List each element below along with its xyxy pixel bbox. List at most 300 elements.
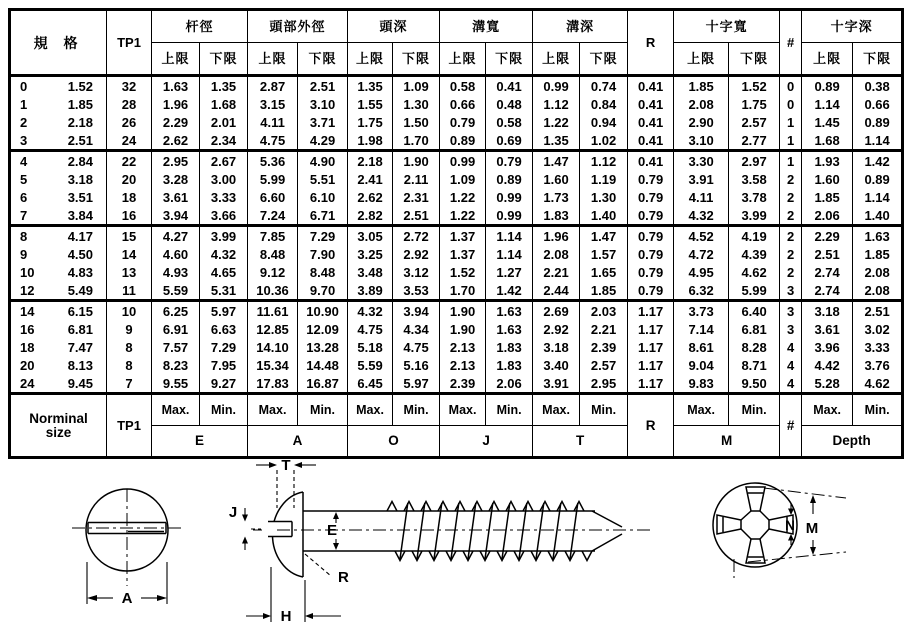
head-od-min: 6.71	[298, 206, 348, 226]
head-od-max: 7.85	[248, 226, 298, 246]
slot-width-min: 0.69	[486, 131, 533, 151]
head-od-min: 3.71	[298, 113, 348, 131]
slot-width-max: 0.99	[440, 151, 486, 171]
slot-width-max: 0.79	[440, 113, 486, 131]
tp1-value: 16	[107, 206, 152, 226]
head-depth-min: 2.11	[393, 170, 440, 188]
cross-width-max: 3.73	[674, 301, 729, 321]
cross-depth-max: 3.61	[802, 320, 853, 338]
nominal-size-cell	[10, 338, 107, 356]
thread-line	[438, 502, 448, 512]
shank-dia-max: 3.61	[152, 188, 200, 206]
nominal-size-cell	[10, 226, 107, 246]
thread-line	[472, 502, 482, 512]
nominal-size-cell	[10, 245, 107, 263]
table-row	[10, 281, 903, 301]
col-upper-limit: 上限	[152, 43, 200, 76]
cross-width-max: 3.10	[674, 131, 729, 151]
shank-dia-min: 3.66	[200, 206, 248, 226]
cross-depth-min: 1.40	[853, 206, 903, 226]
cross-depth-max: 5.28	[802, 374, 853, 394]
cross-depth-max: 0.89	[802, 76, 853, 96]
slot-depth-min: 0.74	[580, 76, 628, 96]
slot-depth-max: 2.69	[533, 301, 580, 321]
head-depth-max: 1.75	[348, 113, 393, 131]
tp1-value: 32	[107, 76, 152, 96]
tp1-value: 13	[107, 263, 152, 281]
head-od-max: 10.36	[248, 281, 298, 301]
head-depth-min: 5.97	[393, 374, 440, 394]
shank-dia-max: 4.60	[152, 245, 200, 263]
dimension-label-n: N	[785, 518, 795, 533]
footer-min-label: Min.	[298, 394, 348, 426]
cross-depth-max: 3.96	[802, 338, 853, 356]
head-depth-max: 4.32	[348, 301, 393, 321]
dimension-label-e: E	[326, 522, 338, 539]
r-value: 1.17	[628, 301, 674, 321]
col-upper-limit: 上限	[440, 43, 486, 76]
r-value: 1.17	[628, 338, 674, 356]
slot-depth-max: 2.21	[533, 263, 580, 281]
head-od-max: 17.83	[248, 374, 298, 394]
footer-letter-r: R	[628, 394, 674, 458]
cross-width-min: 6.81	[729, 320, 780, 338]
size-number: 2	[20, 114, 28, 130]
shank-dia-min: 3.00	[200, 170, 248, 188]
col-group-head-od: 頭部外徑	[248, 10, 348, 43]
table-row	[10, 206, 903, 226]
cross-depth-max: 2.06	[802, 206, 853, 226]
head-depth-min: 2.31	[393, 188, 440, 206]
table-row	[10, 245, 903, 263]
driver-number: 4	[780, 338, 802, 356]
shank-dia-max: 8.23	[152, 356, 200, 374]
table-row	[10, 338, 903, 356]
slot-width-min: 0.41	[486, 76, 533, 96]
nominal-size-cell	[10, 188, 107, 206]
col-group-slot-depth: 溝深	[533, 10, 628, 43]
cross-width-max: 4.95	[674, 263, 729, 281]
nominal-size-cell	[10, 281, 107, 301]
slot-depth-min: 1.47	[580, 226, 628, 246]
cross-depth-min: 3.02	[853, 320, 903, 338]
driver-number: 1	[780, 151, 802, 171]
cross-width-max: 4.72	[674, 245, 729, 263]
r-value: 0.79	[628, 281, 674, 301]
driver-number: 3	[780, 281, 802, 301]
cross-depth-max: 1.85	[802, 188, 853, 206]
cross-depth-max: 4.42	[802, 356, 853, 374]
cross-depth-min: 1.63	[853, 226, 903, 246]
nominal-diameter: 1.52	[67, 78, 94, 94]
footer-max-label: Max.	[533, 394, 580, 426]
tp1-value: 18	[107, 188, 152, 206]
table-footer	[10, 394, 903, 458]
slot-depth-max: 1.83	[533, 206, 580, 226]
head-depth-min: 1.09	[393, 76, 440, 96]
dimension-label-j: J	[228, 504, 238, 521]
shank-dia-min: 3.99	[200, 226, 248, 246]
driver-number: 2	[780, 226, 802, 246]
slot-depth-min: 2.95	[580, 374, 628, 394]
cross-depth-min: 2.08	[853, 263, 903, 281]
slot-depth-min: 0.94	[580, 113, 628, 131]
cross-depth-max: 1.68	[802, 131, 853, 151]
footer-max-label: Max.	[152, 394, 200, 426]
slot-width-min: 0.99	[486, 206, 533, 226]
slot-depth-max: 0.99	[533, 76, 580, 96]
nominal-size-cell	[10, 374, 107, 394]
slot-width-min: 0.79	[486, 151, 533, 171]
tp1-value: 20	[107, 170, 152, 188]
head-depth-min: 1.90	[393, 151, 440, 171]
slot-depth-max: 3.91	[533, 374, 580, 394]
cross-width-max: 3.30	[674, 151, 729, 171]
diagram-screw-side-view	[229, 457, 650, 625]
slot-depth-max: 1.60	[533, 170, 580, 188]
head-od-max: 11.61	[248, 301, 298, 321]
shank-dia-max: 9.55	[152, 374, 200, 394]
table-row	[10, 131, 903, 151]
footer-hash: #	[780, 394, 802, 458]
cross-width-max: 7.14	[674, 320, 729, 338]
cross-width-min: 9.50	[729, 374, 780, 394]
col-group-cross-depth: 十字深	[802, 10, 903, 43]
dimension-label-a: A	[121, 590, 133, 607]
thread-line	[582, 551, 592, 561]
cross-width-min: 1.52	[729, 76, 780, 96]
head-depth-max: 1.98	[348, 131, 393, 151]
col-driver-number: #	[780, 10, 802, 76]
table-row	[10, 374, 903, 394]
cross-width-max: 3.91	[674, 170, 729, 188]
head-od-min: 14.48	[298, 356, 348, 374]
head-depth-min: 3.94	[393, 301, 440, 321]
cross-width-min: 2.57	[729, 113, 780, 131]
cross-width-max: 9.04	[674, 356, 729, 374]
slot-width-max: 0.66	[440, 95, 486, 113]
size-number: 0	[20, 78, 28, 94]
head-depth-min: 4.75	[393, 338, 440, 356]
tp1-value: 24	[107, 131, 152, 151]
table-row	[10, 151, 903, 171]
col-upper-limit: 上限	[348, 43, 393, 76]
table-row	[10, 356, 903, 374]
table-row	[10, 188, 903, 206]
head-od-min: 3.10	[298, 95, 348, 113]
tp1-value: 7	[107, 374, 152, 394]
slot-depth-min: 1.19	[580, 170, 628, 188]
shank-dia-min: 1.68	[200, 95, 248, 113]
col-lower-limit: 下限	[580, 43, 628, 76]
nominal-size-cell	[10, 131, 107, 151]
slot-width-max: 1.90	[440, 301, 486, 321]
table-row	[10, 113, 903, 131]
nominal-diameter: 3.84	[67, 207, 94, 223]
shank-dia-max: 3.28	[152, 170, 200, 188]
nominal-diameter: 7.47	[67, 339, 94, 355]
head-depth-min: 1.30	[393, 95, 440, 113]
cross-width-min: 4.62	[729, 263, 780, 281]
shank-dia-min: 3.33	[200, 188, 248, 206]
head-od-min: 12.09	[298, 320, 348, 338]
slot-depth-max: 2.44	[533, 281, 580, 301]
thread-line	[506, 502, 516, 512]
r-value: 0.41	[628, 113, 674, 131]
driver-number: 2	[780, 245, 802, 263]
col-lower-limit: 下限	[853, 43, 903, 76]
nominal-diameter: 4.17	[67, 228, 94, 244]
cross-depth-min: 0.66	[853, 95, 903, 113]
head-od-min: 9.70	[298, 281, 348, 301]
col-upper-limit: 上限	[802, 43, 853, 76]
slot-width-max: 1.37	[440, 245, 486, 263]
head-depth-min: 2.92	[393, 245, 440, 263]
size-number: 3	[20, 132, 28, 148]
cross-depth-max: 1.93	[802, 151, 853, 171]
head-depth-min: 3.53	[393, 281, 440, 301]
tp1-value: 8	[107, 338, 152, 356]
slot-width-min: 1.63	[486, 301, 533, 321]
head-od-min: 10.90	[298, 301, 348, 321]
head-depth-max: 4.75	[348, 320, 393, 338]
nominal-diameter: 3.18	[67, 171, 94, 187]
nominal-size-cell	[10, 151, 107, 171]
head-depth-max: 2.62	[348, 188, 393, 206]
size-number: 7	[20, 207, 28, 223]
head-od-max: 12.85	[248, 320, 298, 338]
r-value: 0.41	[628, 95, 674, 113]
cross-width-max: 6.32	[674, 281, 729, 301]
col-lower-limit: 下限	[298, 43, 348, 76]
head-depth-max: 2.18	[348, 151, 393, 171]
slot-width-max: 1.22	[440, 188, 486, 206]
slot-width-max: 1.09	[440, 170, 486, 188]
r-value: 0.79	[628, 245, 674, 263]
footer-letter-m: M	[674, 426, 780, 458]
nominal-diameter: 1.85	[67, 96, 94, 112]
cross-width-max: 4.32	[674, 206, 729, 226]
footer-min-label: Min.	[580, 394, 628, 426]
head-od-max: 14.10	[248, 338, 298, 356]
size-number: 16	[20, 321, 35, 337]
slot-depth-min: 2.03	[580, 301, 628, 321]
head-od-min: 4.90	[298, 151, 348, 171]
footer-max-label: Max.	[802, 394, 853, 426]
r-value: 0.79	[628, 226, 674, 246]
cross-depth-min: 4.62	[853, 374, 903, 394]
nominal-diameter: 9.45	[67, 375, 94, 391]
head-od-max: 5.36	[248, 151, 298, 171]
cross-width-min: 8.28	[729, 338, 780, 356]
footer-letter-depth: Depth	[802, 426, 903, 458]
thread-line	[574, 502, 584, 512]
r-value: 1.17	[628, 356, 674, 374]
shank-dia-max: 6.25	[152, 301, 200, 321]
cross-depth-max: 3.18	[802, 301, 853, 321]
slot-depth-min: 1.85	[580, 281, 628, 301]
thread-line	[387, 502, 397, 512]
cross-depth-max: 1.60	[802, 170, 853, 188]
size-number: 14	[20, 303, 35, 319]
head-depth-min: 4.34	[393, 320, 440, 338]
head-od-min: 4.29	[298, 131, 348, 151]
slot-width-min: 0.48	[486, 95, 533, 113]
shank-dia-min: 2.01	[200, 113, 248, 131]
footer-max-label: Max.	[348, 394, 393, 426]
footer-nominal-line1: Norminal	[29, 410, 88, 426]
r-value: 0.41	[628, 131, 674, 151]
nominal-diameter: 4.50	[67, 246, 94, 262]
col-group-cross-width: 十字寬	[674, 10, 780, 43]
tp1-value: 10	[107, 301, 152, 321]
col-upper-limit: 上限	[674, 43, 729, 76]
cross-depth-min: 2.08	[853, 281, 903, 301]
footer-max-label: Max.	[440, 394, 486, 426]
tp1-value: 22	[107, 151, 152, 171]
table-row	[10, 301, 903, 321]
shank-dia-min: 6.63	[200, 320, 248, 338]
nominal-diameter: 6.81	[67, 321, 94, 337]
slot-depth-min: 0.84	[580, 95, 628, 113]
shank-dia-max: 4.93	[152, 263, 200, 281]
cross-width-max: 9.83	[674, 374, 729, 394]
slot-depth-min: 1.40	[580, 206, 628, 226]
r-value: 0.41	[628, 151, 674, 171]
slot-depth-max: 1.47	[533, 151, 580, 171]
shank-dia-max: 1.63	[152, 76, 200, 96]
shank-dia-max: 5.59	[152, 281, 200, 301]
nominal-diameter: 4.83	[67, 264, 94, 280]
head-depth-max: 3.48	[348, 263, 393, 281]
cross-width-min: 3.78	[729, 188, 780, 206]
driver-number: 1	[780, 131, 802, 151]
col-group-shank-dia: 杆徑	[152, 10, 248, 43]
slot-depth-max: 3.18	[533, 338, 580, 356]
shank-dia-min: 5.31	[200, 281, 248, 301]
nominal-size-cell	[10, 301, 107, 321]
screw-diagrams	[0, 450, 909, 630]
head-depth-min: 1.50	[393, 113, 440, 131]
size-number: 6	[20, 189, 28, 205]
slot-depth-min: 1.65	[580, 263, 628, 281]
slot-width-min: 1.83	[486, 338, 533, 356]
head-od-max: 3.15	[248, 95, 298, 113]
head-dome-arc	[272, 492, 303, 577]
shank-dia-min: 2.34	[200, 131, 248, 151]
r-value: 1.17	[628, 320, 674, 338]
nominal-diameter: 8.13	[67, 357, 94, 373]
footer-min-label: Min.	[393, 394, 440, 426]
shank-dia-min: 5.97	[200, 301, 248, 321]
nominal-diameter: 2.84	[67, 153, 94, 169]
head-od-min: 7.90	[298, 245, 348, 263]
footer-min-label: Min.	[486, 394, 533, 426]
head-od-max: 4.75	[248, 131, 298, 151]
table-row	[10, 76, 903, 96]
head-od-max: 4.11	[248, 113, 298, 131]
head-depth-max: 3.05	[348, 226, 393, 246]
cross-width-max: 4.11	[674, 188, 729, 206]
shank-dia-max: 6.91	[152, 320, 200, 338]
diagram-slotted-head-top-view	[72, 489, 184, 607]
head-depth-max: 5.59	[348, 356, 393, 374]
head-od-min: 8.48	[298, 263, 348, 281]
head-depth-min: 3.12	[393, 263, 440, 281]
slot-width-max: 1.70	[440, 281, 486, 301]
slot-depth-min: 2.21	[580, 320, 628, 338]
slot-width-min: 1.42	[486, 281, 533, 301]
head-depth-max: 6.45	[348, 374, 393, 394]
cross-width-max: 8.61	[674, 338, 729, 356]
footer-min-label: Min.	[200, 394, 248, 426]
driver-number: 4	[780, 356, 802, 374]
nominal-diameter: 5.49	[67, 282, 94, 298]
cross-depth-min: 1.14	[853, 131, 903, 151]
shank-dia-max: 7.57	[152, 338, 200, 356]
head-depth-min: 2.51	[393, 206, 440, 226]
cross-width-min: 4.19	[729, 226, 780, 246]
slot-width-max: 0.58	[440, 76, 486, 96]
diagram-phillips-head-top-view	[713, 483, 846, 578]
thread-line	[540, 502, 550, 512]
slot-depth-min: 1.30	[580, 188, 628, 206]
shank-dia-min: 4.32	[200, 245, 248, 263]
r-value: 0.41	[628, 76, 674, 96]
slot-width-max: 2.13	[440, 338, 486, 356]
slot-depth-max: 1.73	[533, 188, 580, 206]
r-value: 0.79	[628, 170, 674, 188]
size-number: 12	[20, 282, 35, 298]
cross-depth-min: 1.85	[853, 245, 903, 263]
r-value: 0.79	[628, 206, 674, 226]
cross-depth-max: 2.74	[802, 263, 853, 281]
driver-number: 3	[780, 320, 802, 338]
slot-depth-min: 1.57	[580, 245, 628, 263]
cross-width-min: 5.99	[729, 281, 780, 301]
col-group-head-depth: 頭深	[348, 10, 440, 43]
head-od-min: 16.87	[298, 374, 348, 394]
nominal-size-cell	[10, 320, 107, 338]
slot-width-max: 1.90	[440, 320, 486, 338]
cross-depth-min: 0.38	[853, 76, 903, 96]
shank-dia-max: 2.62	[152, 131, 200, 151]
slot-depth-max: 1.96	[533, 226, 580, 246]
slot-depth-max: 1.22	[533, 113, 580, 131]
size-number: 9	[20, 246, 28, 262]
footer-max-label: Max.	[674, 394, 729, 426]
slot-depth-max: 1.12	[533, 95, 580, 113]
size-number: 8	[20, 228, 28, 244]
footer-letter-j: J	[440, 426, 533, 458]
footer-letter-t: T	[533, 426, 628, 458]
slot-width-min: 0.58	[486, 113, 533, 131]
head-od-min: 7.29	[298, 226, 348, 246]
footer-letter-o: O	[348, 426, 440, 458]
slot-depth-max: 1.35	[533, 131, 580, 151]
dimension-label-t: T	[281, 457, 291, 474]
cross-width-min: 3.99	[729, 206, 780, 226]
head-depth-max: 5.18	[348, 338, 393, 356]
table-header	[10, 10, 903, 76]
thread-line	[557, 502, 567, 512]
tp1-value: 8	[107, 356, 152, 374]
cross-depth-min: 1.14	[853, 188, 903, 206]
shank-dia-max: 2.95	[152, 151, 200, 171]
slot-depth-min: 1.12	[580, 151, 628, 171]
footer-max-label: Max.	[248, 394, 298, 426]
head-depth-max: 1.55	[348, 95, 393, 113]
